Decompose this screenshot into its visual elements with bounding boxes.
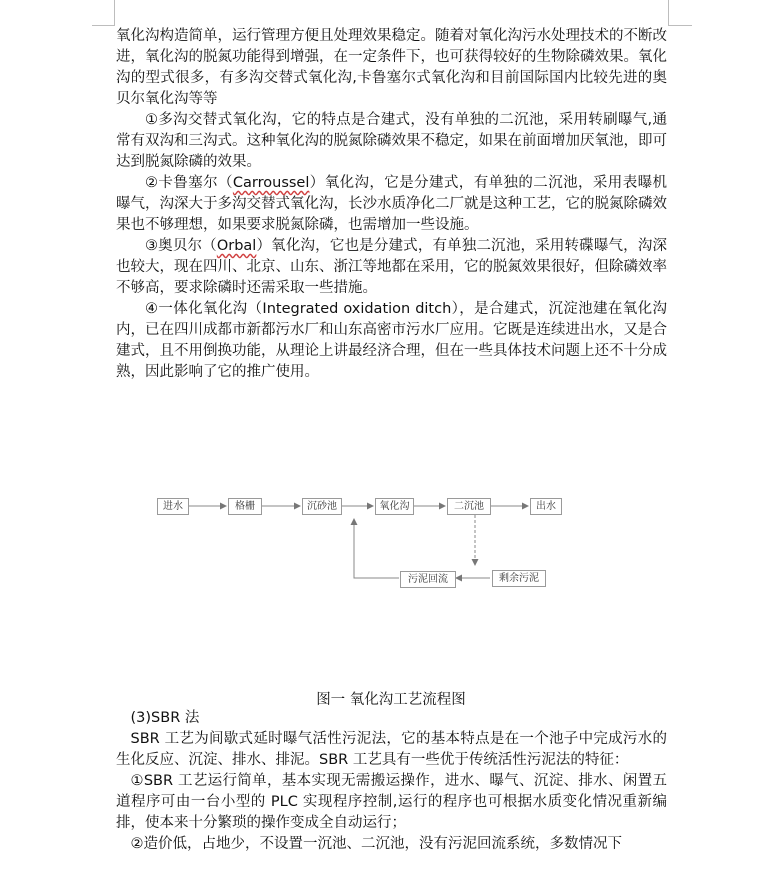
- flow-node-outlet: 出水: [530, 498, 562, 515]
- paragraph-item-4: ④一体化氧化沟（Integrated oxidation ditch），是合建式，沉淀池建在氧化沟内，已在四川成都市新都污水厂和山东高密市污水厂应用。它既是连续进出水，又是合建式，且不用倒换功能，从理论上讲最经济合理，但在一些具体技术问题上还不十分成熟，因此影响了它的推广使用。: [116, 301, 667, 380]
- paragraph-sbr-item-2: ②造价低，占地少，不设置一沉池、二沉池，没有污泥回流系统，多数情况下: [130, 836, 622, 852]
- flow-node-inlet: 进水: [157, 498, 189, 515]
- figure-caption: 图一 氧化沟工艺流程图: [316, 692, 466, 708]
- flow-node-screen: 格栅: [228, 498, 262, 515]
- flow-node-return-sludge: 污泥回流: [400, 571, 456, 588]
- paragraph-sbr-item-1: ①SBR 工艺运行简单，基本实现无需搬运操作，进水、曝气、沉淀、排水、闲置五道程序可由一台小型的 PLC 实现程序控制,运行的程序也可根据水质变化情况重新编排，使本来十分繁琐的操作变成全自动运行；: [116, 773, 667, 831]
- body-text-bottom: [116, 708, 667, 855]
- item-2-prefix: ②卡鲁塞尔（: [145, 175, 233, 191]
- spellcheck-word-orbal: Orbal: [216, 238, 257, 254]
- spellcheck-word-carroussel: Carroussel: [232, 175, 310, 191]
- flow-node-grit-chamber: 沉砂池: [302, 498, 342, 515]
- item-3-prefix: ③奥贝尔（: [145, 238, 217, 254]
- item-2-suffix: ）氧化沟，它是分建式，有单独的二沉池，采用表曝机曝气，沟深大于多沟交替式氧化沟，长沙水质净化二厂就是这种工艺，它的脱氮除磷效果也不够理想，如果要求脱氮除磷，也需增加一些设施。: [116, 175, 668, 233]
- section-heading-sbr: (3)SBR 法: [130, 710, 200, 726]
- flow-node-excess-sludge: 剩余污泥: [492, 570, 546, 587]
- flow-node-oxidation-ditch: 氧化沟: [375, 498, 414, 515]
- flow-node-secondary-clarifier: 二沉池: [447, 498, 491, 515]
- paragraph-sbr-intro: SBR 工艺为间歇式延时曝气活性污泥法，它的基本特点是在一个池子中完成污水的生化反应、沉淀、排水、排泥。SBR 工艺具有一些优于传统活性污泥法的特征：: [116, 731, 667, 768]
- paragraph-intro: 氧化沟构造简单，运行管理方便且处理效果稳定。随着对氧化沟污水处理技术的不断改进，氧化沟的脱氮功能得到增强，在一定条件下，也可获得较好的生物除磷效果。氧化沟的型式很多，有多沟交替式氧化沟,卡鲁塞尔式氧化沟和目前国际国内比较先进的奥贝尔氧化沟等等: [116, 28, 667, 107]
- item-3-suffix: ）氧化沟，它也是分建式，有单独二沉池，采用转碟曝气，沟深也较大，现在四川、北京、山东、浙江等地都在采用，它的脱氮效果很好，但除磷效率不够高，要求除磷时还需采取一些措施。: [116, 238, 668, 296]
- arrow-return-ditch: [354, 519, 399, 578]
- paragraph-item-1: ①多沟交替式氧化沟，它的特点是合建式，没有单独的二沉池，采用转刷曝气,通常有双沟和三沟式。这种氧化沟的脱氮除磷效果不稳定，如果在前面增加厌氧池，即可达到脱氮除磷的效果。: [116, 112, 667, 170]
